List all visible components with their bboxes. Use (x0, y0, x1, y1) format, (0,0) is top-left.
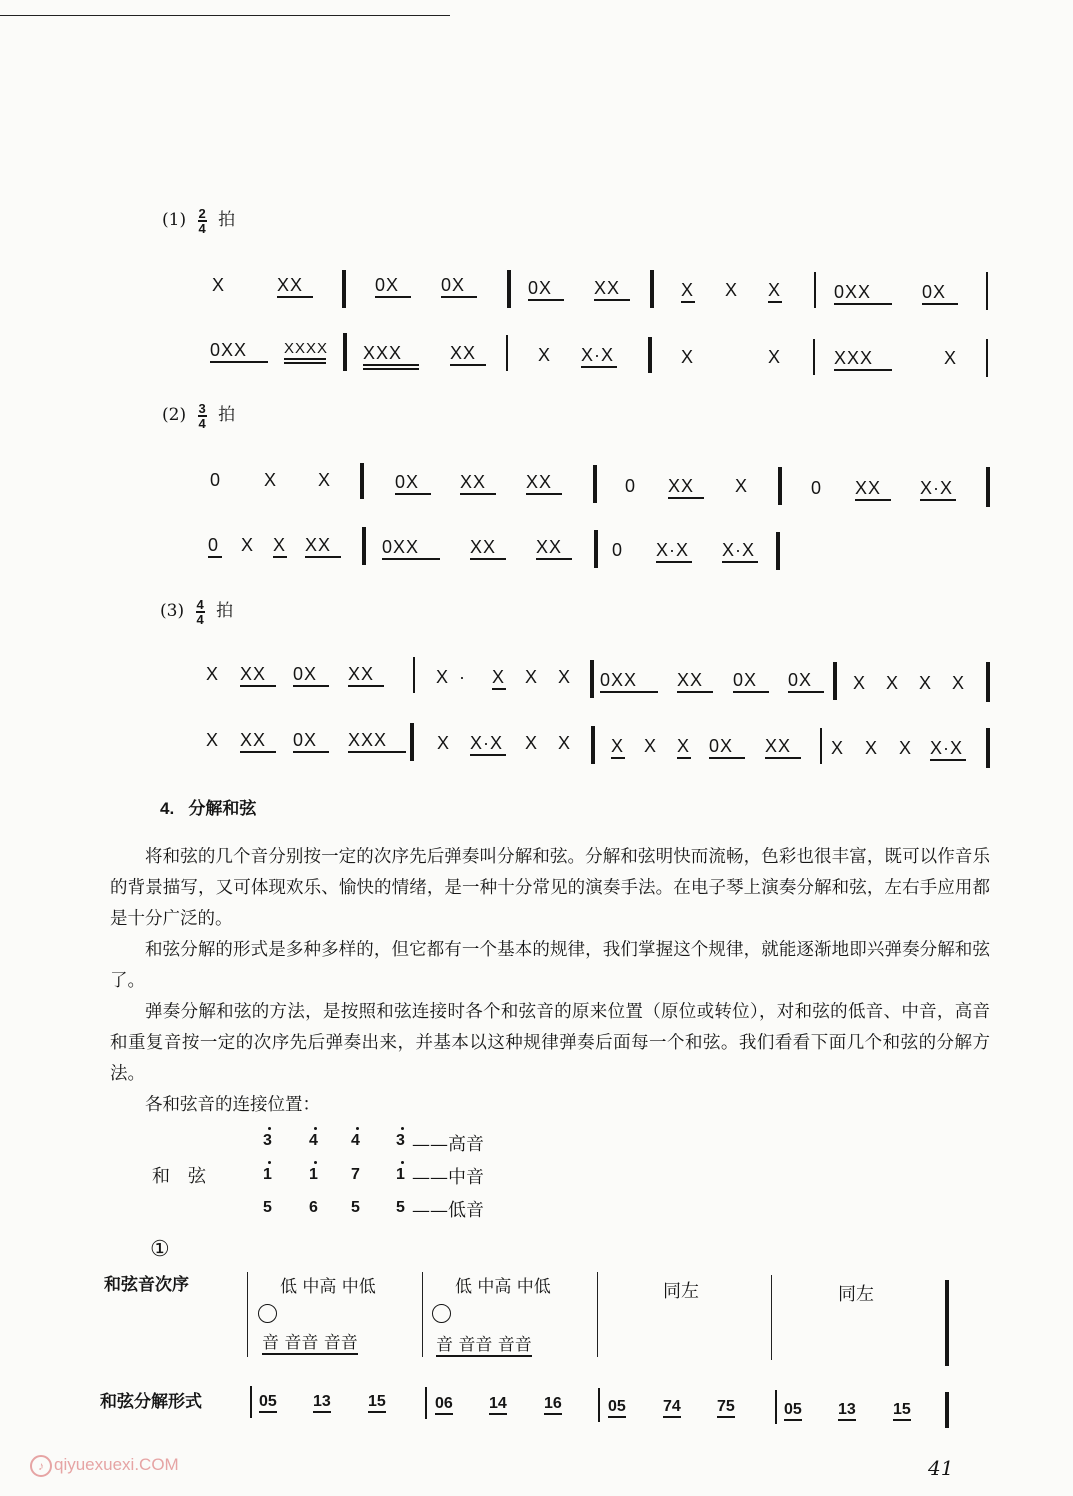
order-top: 低 中高 中低 (280, 1277, 376, 1297)
note: XXX (363, 343, 403, 363)
chord-note: 3 (263, 1132, 272, 1149)
note: XX (305, 535, 332, 555)
note: 0X (293, 664, 318, 684)
pattern-note: 14 (489, 1395, 507, 1415)
order-bottom: 音 音音 音音 (262, 1328, 358, 1355)
barline (506, 335, 508, 371)
chord-note: 1 (396, 1166, 405, 1183)
pattern-note: 16 (544, 1395, 562, 1415)
note: X (886, 673, 900, 693)
pattern-note: 05 (259, 1393, 277, 1413)
note: X·X (722, 540, 756, 560)
example-1-header (162, 205, 235, 235)
barline (813, 339, 815, 375)
barline (778, 467, 782, 505)
note: 0XX (834, 282, 872, 302)
note: XX (277, 275, 304, 295)
barline (342, 270, 346, 308)
note: XX (765, 736, 792, 756)
note: 0X (528, 278, 553, 298)
barline (410, 723, 414, 761)
barline (986, 662, 990, 702)
note: X (538, 345, 552, 365)
section-heading (160, 794, 256, 819)
example-label: (2) (162, 405, 187, 425)
beat-label: 拍 (218, 405, 236, 425)
note: XX (240, 730, 267, 750)
paragraph: 和弦分解的形式是多种多样的，但它都有一个基本的规律，我们掌握这个规律，就能逐渐地即兴弹奏分解和弦了。 (110, 940, 990, 991)
note: X (525, 667, 539, 687)
paragraph: 将和弦的几个音分别按一定的次序先后弹奏叫分解和弦。分解和弦明快而流畅，色彩也很丰富，既可以作音乐的背景描写，又可体现欢乐、愉快的情绪，是一种十分常见的演奏手法。在电子琴上演奏分解和弦，左右手应用都是十分广泛的。 (110, 847, 990, 929)
note: 0 (612, 540, 624, 560)
note: X (318, 470, 332, 490)
order-bottom: 音 音音 音音 (436, 1330, 532, 1357)
barline (593, 465, 597, 503)
same-as-left: 同左 (663, 1281, 699, 1302)
row-label-pattern: 和弦分解形式 (100, 1392, 202, 1412)
time-signature: $\frac{3}{4}$ (198, 400, 206, 431)
watermark-text: qiyuexuexi.COM (54, 1455, 179, 1474)
pattern-note: 13 (838, 1401, 856, 1421)
note: XX (536, 537, 563, 557)
note: X·X (930, 738, 964, 758)
example-3-header (160, 596, 233, 626)
note: X·X (920, 478, 954, 498)
table-marker: ① (150, 1237, 170, 1262)
note: X (241, 535, 255, 555)
barline (360, 463, 364, 499)
note: 0X (733, 670, 758, 690)
order-top: 低 中高 中低 (455, 1277, 551, 1297)
barline (650, 270, 654, 308)
note: 0 (208, 535, 220, 555)
example-2-header (162, 400, 235, 430)
barline (833, 662, 837, 700)
note: · (459, 667, 466, 687)
note: 0XX (600, 670, 638, 690)
note: XX (668, 476, 695, 496)
time-signature: $\frac{4}{4}$ (196, 596, 204, 627)
time-signature: $\frac{2}{4}$ (198, 205, 206, 236)
note: 0X (441, 275, 466, 295)
barline (986, 467, 990, 507)
barline (362, 527, 366, 565)
pattern-note: 06 (435, 1395, 453, 1415)
note: 0 (210, 470, 222, 490)
position-name: 中音 (448, 1167, 484, 1188)
note: XXXX (284, 340, 329, 357)
pattern-note: 75 (717, 1398, 735, 1418)
pattern-note: 05 (784, 1401, 802, 1421)
note: X (735, 476, 749, 496)
example-label: (3) (160, 601, 185, 621)
beat-label: 拍 (216, 601, 234, 621)
barline (591, 726, 595, 764)
barline (814, 272, 816, 308)
note: 0XX (382, 537, 420, 557)
chord-note: 4 (351, 1132, 360, 1149)
barline (648, 337, 652, 373)
note: XX (677, 670, 704, 690)
note: XX (526, 472, 553, 492)
note: XX (594, 278, 621, 298)
chord-note: 7 (351, 1166, 360, 1183)
beat-label: 拍 (218, 210, 236, 230)
note: 0 (625, 476, 637, 496)
pattern-note: 13 (313, 1393, 331, 1413)
note: X (206, 730, 220, 750)
logo-icon: ♪ (30, 1455, 52, 1477)
barline (507, 270, 511, 308)
section-title: 分解和弦 (188, 799, 257, 818)
chord-note: 5 (396, 1199, 405, 1216)
pattern-note: 74 (663, 1398, 681, 1418)
watermark (30, 1455, 179, 1477)
chord-note: 6 (309, 1199, 318, 1216)
note: 0X (788, 670, 813, 690)
note: X (831, 738, 845, 758)
section-number: 4. (160, 799, 175, 818)
chord-note: 1 (309, 1166, 318, 1183)
chord-note: 5 (351, 1199, 360, 1216)
note: X·X (656, 540, 690, 560)
note: X (273, 535, 287, 555)
note: X (681, 280, 695, 300)
position-name: 低音 (448, 1200, 484, 1221)
same-as-left: 同左 (838, 1284, 874, 1305)
note: XX (470, 537, 497, 557)
note: X·X (470, 733, 504, 753)
note: XXX (834, 348, 874, 368)
barline (776, 532, 780, 570)
paragraph: 弹奏分解和弦的方法，是按照和弦连接时各个和弦音的原来位置（原位或转位），对和弦的低音、中音，高音和重复音按一定的次序先后弹奏出来，并基本以这种规律弹奏后面每一个和弦。我们看看下面几个和弦的分解方法。 (110, 1002, 990, 1084)
pattern-note: 15 (368, 1393, 386, 1413)
note: XX (240, 664, 267, 684)
barline (594, 530, 598, 568)
note: X (768, 347, 782, 367)
note: 0XX (210, 340, 248, 360)
barline (986, 272, 988, 310)
note: X (492, 667, 506, 687)
pattern-note: 05 (608, 1398, 626, 1418)
note: X (768, 280, 782, 300)
chord-label: 和 弦 (152, 1166, 206, 1187)
note: XXX (348, 730, 388, 750)
paragraph: 各和弦音的连接位置： (145, 1095, 320, 1115)
note: X (558, 667, 572, 687)
pattern-note: 15 (893, 1401, 911, 1421)
note: 0X (922, 282, 947, 302)
example-label: (1) (162, 210, 187, 230)
chord-note: 5 (263, 1199, 272, 1216)
note: X (611, 736, 625, 756)
top-rule (0, 15, 450, 16)
note: X (525, 733, 539, 753)
note: 0X (375, 275, 400, 295)
note: 0X (709, 736, 734, 756)
note: 0X (395, 472, 420, 492)
chord-note: 4 (309, 1132, 318, 1149)
position-name: 高音 (448, 1134, 484, 1155)
barline (590, 660, 594, 698)
note: X (677, 736, 691, 756)
barline (413, 657, 415, 693)
note: X (436, 667, 450, 687)
note: XX (460, 472, 487, 492)
body-text (110, 842, 990, 1121)
note: XX (450, 343, 477, 363)
note: XX (855, 478, 882, 498)
barline (343, 333, 347, 371)
note: X (865, 738, 879, 758)
note: X (899, 738, 913, 758)
row-label-order: 和弦音次序 (104, 1275, 189, 1295)
chord-note: 1 (263, 1166, 272, 1183)
note: X (644, 736, 658, 756)
note: X·X (581, 345, 615, 365)
note: X (919, 673, 933, 693)
note: X (264, 470, 278, 490)
note: X (558, 733, 572, 753)
note: X (681, 347, 695, 367)
note: X (952, 673, 966, 693)
note: X (853, 673, 867, 693)
barline (986, 339, 988, 377)
note: 0X (293, 730, 318, 750)
chord-note: 3 (396, 1132, 405, 1149)
note: X (725, 280, 739, 300)
note: 0 (811, 478, 823, 498)
barline (986, 728, 990, 768)
note: X (437, 733, 451, 753)
page-number: 41 (928, 1456, 954, 1480)
note: X (944, 348, 958, 368)
note: XX (348, 664, 375, 684)
barline (820, 728, 822, 764)
note: X (206, 664, 220, 684)
note: X (212, 275, 226, 295)
